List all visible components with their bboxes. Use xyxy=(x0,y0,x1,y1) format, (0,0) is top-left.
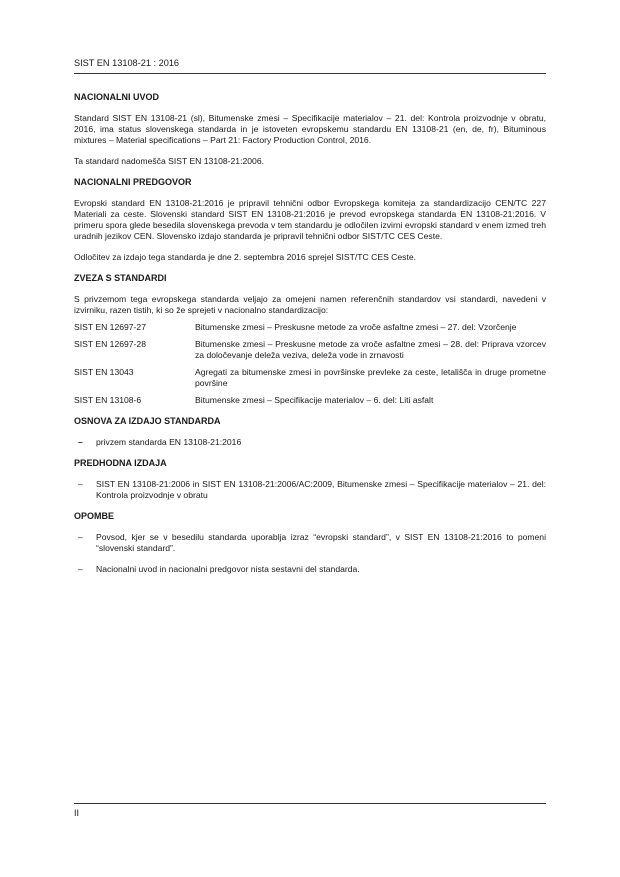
list-item-text: Nacionalni uvod in nacionalni predgovor nista sestavni del standarda. xyxy=(96,564,360,574)
reference-code: SIST EN 13043 xyxy=(74,367,134,377)
list-dash: – xyxy=(78,479,83,489)
list-dash: – xyxy=(78,437,83,447)
section-title-nacionalni-predgovor: NACIONALNI PREDGOVOR xyxy=(74,177,192,187)
reference-description: Bitumenske zmesi – Preskusne metode za vroče asfaltne zmesi – 27. del: Vzorčenje xyxy=(195,322,517,332)
paragraph: S privzemom tega evropskega standarda veljajo za omejeni namen referenčnih standardov vsi standardi, navedeni v izvirniku, razen tistih, ki so že sprejeti v nacionalno standardizacijo: xyxy=(74,294,546,315)
list-item xyxy=(74,564,546,575)
header-rule xyxy=(74,73,546,74)
page-content xyxy=(74,92,546,585)
footer-rule xyxy=(74,803,546,804)
list-item xyxy=(74,532,546,554)
reference-row xyxy=(74,395,546,406)
reference-code: SIST EN 12697-28 xyxy=(74,339,146,349)
paragraph: Standard SIST EN 13108-21 (sl), Bitumenske zmesi – Specifikacije materialov – 21. del: Kontrola proizvodnje v obratu, 2016, ima status slovenskega standarda in je istoveten evropskemu standardu EN 13108-21 (en, de, fr), Bituminous mixtures – Material specifications – Part 21: Factory Production Control, 2016. xyxy=(74,113,546,145)
paragraph: Evropski standard EN 13108-21:2016 je pripravil tehnični odbor Evropskega komiteja za standardizacijo CEN/TC 227 Materiali za ceste. Slovenski standard SIST EN 13108-21:2016 je prevod evropskega standarda EN 13108-21:2016. V primeru spora glede besedila slovenskega prevoda v tem standardu je odločilen izvirni evropski standard v enem izmed treh uradnih jezikov CEN. Slovensko izdajo standarda je pripravil tehnični odbor SIST/TC CES Ceste. xyxy=(74,198,546,241)
reference-description: Bitumenske zmesi – Specifikacije materialov – 6. del: Liti asfalt xyxy=(195,395,434,405)
reference-description: Agregati za bitumenske zmesi in površinske prevleke za ceste, letališča in druge prometne površine xyxy=(195,367,546,388)
list-dash: – xyxy=(78,564,83,574)
running-header: SIST EN 13108-21 : 2016 xyxy=(74,58,180,68)
paragraph: Odločitev za izdajo tega standarda je dne 2. septembra 2016 sprejel SIST/TC CES Ceste. xyxy=(74,252,417,262)
section-title-osnova-za-izdajo: OSNOVA ZA IZDAJO STANDARDA xyxy=(74,416,221,426)
section-title-predhodna-izdaja: PREDHODNA IZDAJA xyxy=(74,458,167,468)
reference-row xyxy=(74,367,546,389)
list-item xyxy=(74,437,546,448)
reference-row xyxy=(74,322,546,333)
list-dash: – xyxy=(78,532,83,542)
section-title-nacionalni-uvod: NACIONALNI UVOD xyxy=(74,92,159,102)
list-item xyxy=(74,479,546,501)
reference-code: SIST EN 12697-27 xyxy=(74,322,146,332)
paragraph: Ta standard nadomešča SIST EN 13108-21:2006. xyxy=(74,156,264,166)
section-title-zveza-s-standardi: ZVEZA S STANDARDI xyxy=(74,273,167,283)
list-item-text: privzem standarda EN 13108-21:2016 xyxy=(96,437,242,447)
section-title-opombe: OPOMBE xyxy=(74,511,115,521)
list-item-text: Povsod, kjer se v besedilu standarda uporablja izraz “evropski standard”, v SIST EN 13108-21:2016 to pomeni “slovenski standard”. xyxy=(96,532,546,553)
list-item-text: SIST EN 13108-21:2006 in SIST EN 13108-21:2006/AC:2009, Bitumenske zmesi – Specifikacije materialov – 21. del: Kontrola proizvodnje v obratu xyxy=(96,479,546,500)
reference-description: Bitumenske zmesi – Preskusne metode za vroče asfaltne zmesi – 28. del: Priprava vzorcev za določevanje deleža veziva, deleža vode in zrnavosti xyxy=(195,339,546,360)
reference-code: SIST EN 13108-6 xyxy=(74,395,142,405)
page-number: II xyxy=(74,808,80,818)
reference-row xyxy=(74,339,546,361)
